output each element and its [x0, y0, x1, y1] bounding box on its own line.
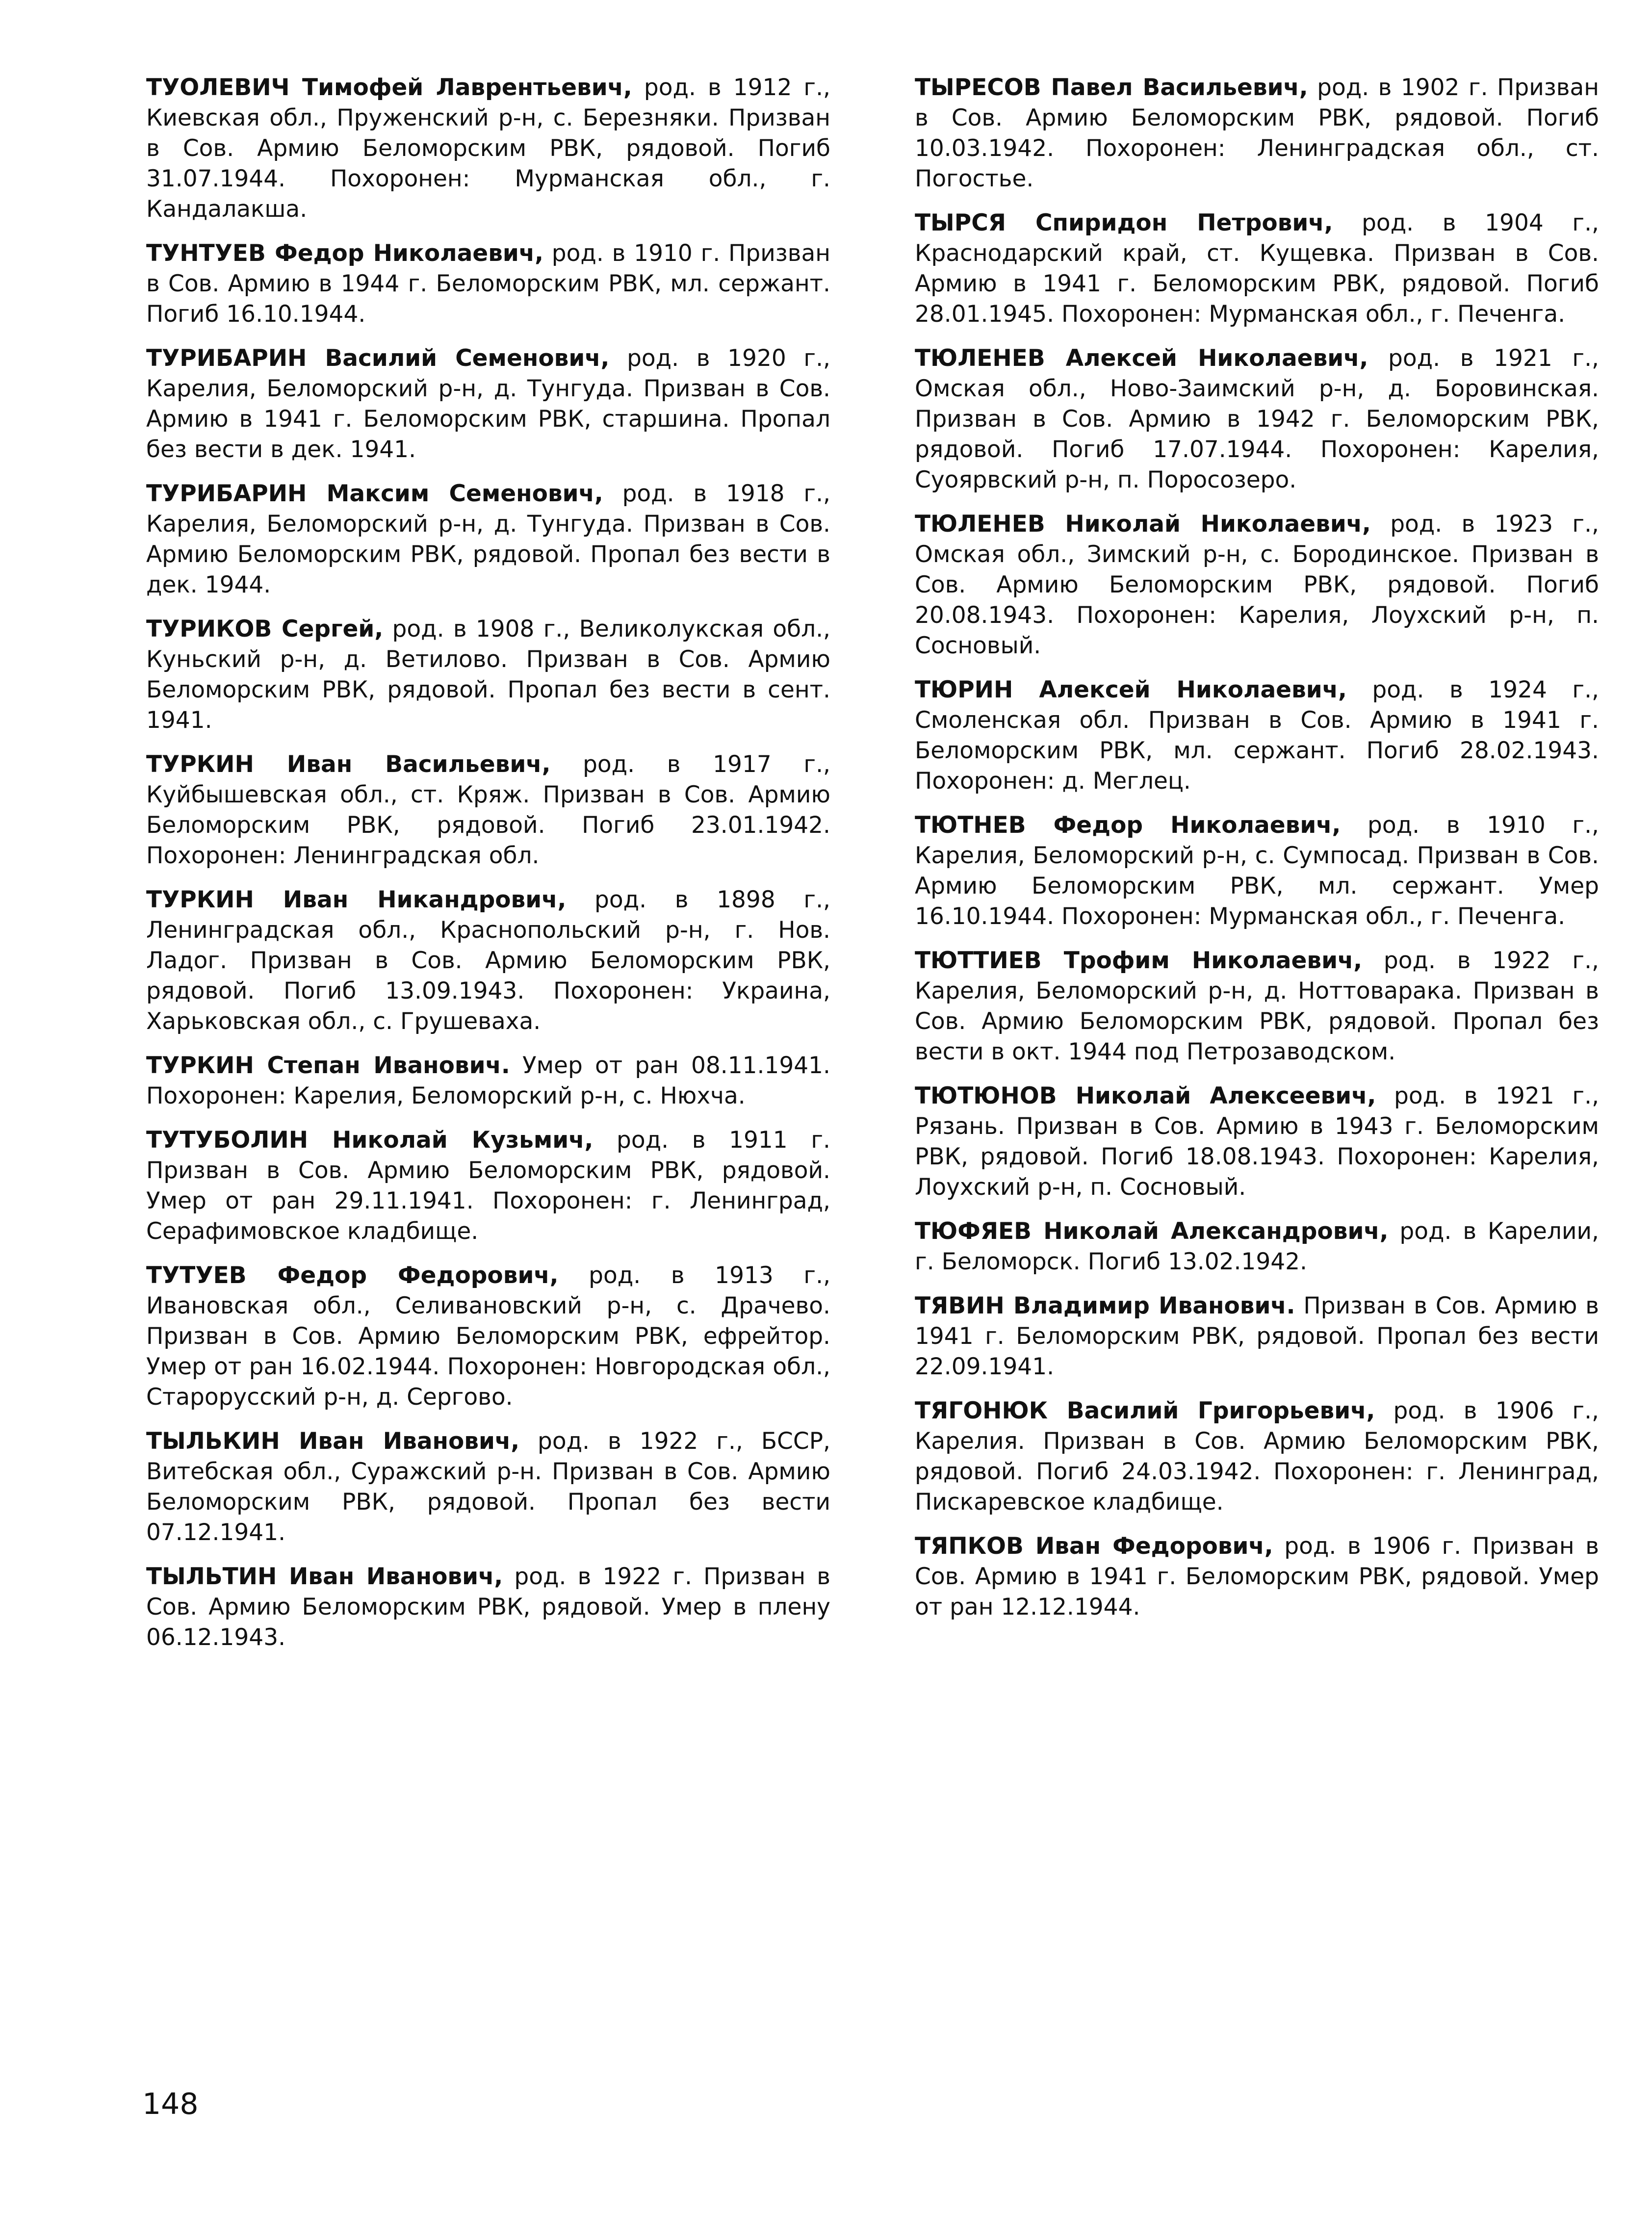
entry — [146, 749, 830, 871]
entry-text: род. в 1908 г., Великолукская обл., Куньский р-н, д. Ветилово. Призван в Сов. Армию Беломорским РВК, рядовой. Пропал без вести в сент. 1941. — [146, 616, 830, 734]
entry — [915, 946, 1599, 1067]
entry-text: род. в 1920 г., Карелия, Беломорский р-н, д. Тунгуда. Призван в Сов. Армию в 1941 г. Беломорским РВК, старшина. Пропал без вести в дек. 1941. — [146, 345, 830, 463]
entry-text: род. в 1924 г., Смоленская обл. Призван в Сов. Армию в 1941 г. Беломорским РВК, мл. сержант. Погиб 28.02.1943. Похоронен: д. Меглец. — [915, 676, 1599, 795]
entry-name: ТУНТУЕВ Федор Николаевич, — [146, 240, 543, 267]
entry-name: ТЮТЮНОВ Николай Алексеевич, — [915, 1082, 1376, 1109]
entry-name: ТУРИБАРИН Максим Семенович, — [146, 480, 603, 507]
entry — [915, 208, 1599, 330]
entry — [146, 885, 830, 1037]
left-column — [146, 73, 830, 1667]
entry-text: род. в 1911 г. Призван в Сов. Армию Беломорским РВК, рядовой. Умер от ран 29.11.1941. Похоронен: г. Ленинград, Серафимовское кладбище. — [146, 1127, 830, 1245]
entry-name: ТЮЛЕНЕВ Алексей Николаевич, — [915, 345, 1368, 372]
entry-text: род. в 1910 г. Призван в Сов. Армию в 1944 г. Беломорским РВК, мл. сержант. Погиб 16.10.1944. — [146, 240, 830, 328]
entry-name: ТЫЛЬТИН Иван Иванович, — [146, 1563, 503, 1590]
entry — [915, 1216, 1599, 1277]
entry-name: ТЯГОНЮК Василий Григорьевич, — [915, 1397, 1375, 1424]
entry-text: род. в 1922 г. Призван в Сов. Армию Беломорским РВК, рядовой. Умер в плену 06.12.1943. — [146, 1563, 830, 1651]
entry-text: род. в 1902 г. Призван в Сов. Армию Беломорским РВК, рядовой. Погиб 10.03.1942. Похоронен: Ленинградская обл., ст. Погостье. — [915, 74, 1599, 192]
entry — [146, 614, 830, 736]
entry-text: род. в 1906 г., Карелия. Призван в Сов. Армию Беломорским РВК, рядовой. Погиб 24.03.1942. Похоронен: г. Ленинград, Пискаревское кладбище. — [915, 1397, 1599, 1516]
entry-name: ТУРИКОВ Сергей, — [146, 616, 384, 643]
entry — [146, 73, 830, 225]
entry-text: род. в 1921 г., Омская обл., Ново-Заимский р-н, д. Боровинская. Призван в Сов. Армию в 1942 г. Беломорским РВК, рядовой. Погиб 17.07.1944. Похоронен: Карелия, Суоярвский р-н, п. Поросозеро. — [915, 345, 1599, 493]
entry-text: Призван в Сов. Армию в 1941 г. Беломорским РВК, рядовой. Пропал без вести 22.09.1941. — [915, 1292, 1599, 1380]
entry-name: ТЫЛЬКИН Иван Иванович, — [146, 1428, 520, 1455]
entry-name: ТЯПКОВ Иван Федорович, — [915, 1533, 1273, 1560]
entry-text: род. в 1910 г., Карелия, Беломорский р-н, с. Сумпосад. Призван в Сов. Армию Беломорским РВК, мл. сержант. Умер 16.10.1944. Похоронен: Мурманская обл., г. Печенга. — [915, 812, 1599, 930]
entry-text: род. в 1904 г., Краснодарский край, ст. Кущевка. Призван в Сов. Армию в 1941 г. Беломорским РВК, рядовой. Погиб 28.01.1945. Похоронен: Мурманская обл., г. Печенга. — [915, 209, 1599, 328]
entry — [915, 1531, 1599, 1622]
entry-name: ТЮРИН Алексей Николаевич, — [915, 676, 1347, 703]
entry — [915, 1291, 1599, 1382]
entry — [146, 1125, 830, 1247]
entry-name: ТЫРСЯ Спиридон Петрович, — [915, 209, 1333, 236]
entry-name: ТУТУБОЛИН Николай Кузьмич, — [146, 1127, 594, 1154]
entry — [146, 238, 830, 330]
entry-text: род. в 1913 г., Ивановская обл., Селивановский р-н, с. Драчево. Призван в Сов. Армию Беломорским РВК, ефрейтор. Умер от ран 16.02.1944. Похоронен: Новгородская обл., Старорусский р-н, д. Сергово. — [146, 1262, 831, 1411]
entry-text: род. в 1923 г., Омская обл., Зимский р-н, с. Бородинское. Призван в Сов. Армию Беломорским РВК, рядовой. Погиб 20.08.1943. Похоронен: Карелия, Лоухский р-н, п. Сосновый. — [915, 511, 1599, 659]
entry-text: род. в 1898 г., Ленинградская обл., Краснопольский р-н, г. Нов. Ладог. Призван в Сов. Армию Беломорским РВК, рядовой. Погиб 13.09.1943. Похоронен: Украина, Харьковская обл., с. Грушеваха. — [146, 886, 830, 1035]
entry-name: ТЮЛЕНЕВ Николай Николаевич, — [915, 511, 1371, 538]
entry-name: ТЮФЯЕВ Николай Александрович, — [915, 1218, 1389, 1245]
entry — [915, 810, 1599, 932]
entry-name: ТУРКИН Степан Иванович. — [146, 1052, 510, 1079]
entry — [146, 343, 830, 465]
entry — [915, 1081, 1599, 1203]
entry-name: ТУРИБАРИН Василий Семенович, — [146, 345, 610, 372]
entry-name: ТУРКИН Иван Никандрович, — [146, 886, 567, 913]
entry-text: род. в 1922 г., Карелия, Беломорский р-н, д. Ноттоварака. Призван в Сов. Армию Беломорским РВК, рядовой. Пропал без вести в окт. 1944 под Петрозаводском. — [915, 947, 1599, 1065]
entry — [915, 343, 1599, 495]
entry-name: ТУТУЕВ Федор Федорович, — [146, 1262, 559, 1289]
entry — [146, 1051, 830, 1111]
entry — [146, 1562, 830, 1653]
entry-text: род. в 1918 г., Карелия, Беломорский р-н, д. Тунгуда. Призван в Сов. Армию Беломорским РВК, рядовой. Пропал без вести в дек. 1944. — [146, 480, 830, 598]
entry — [915, 1396, 1599, 1518]
entry-name: ТЮТНЕВ Федор Николаевич, — [915, 812, 1341, 839]
entry-text: род. в 1921 г., Рязань. Призван в Сов. Армию в 1943 г. Беломорским РВК, рядовой. Погиб 18.08.1943. Похоронен: Карелия, Лоухский р-н, п. Сосновый. — [915, 1082, 1600, 1201]
entry-name: ТУОЛЕВИЧ Тимофей Лаврентьевич, — [146, 74, 632, 101]
right-column — [915, 73, 1599, 1636]
entry-text: род. в 1922 г., БССР, Витебская обл., Суражский р-н. Призван в Сов. Армию Беломорским РВК, рядовой. Пропал без вести 07.12.1941. — [146, 1428, 830, 1546]
entry — [146, 1261, 830, 1413]
entry — [146, 1426, 830, 1548]
page-number: 148 — [142, 2087, 199, 2121]
entry-name: ТУРКИН Иван Васильевич, — [146, 751, 551, 778]
entry — [146, 479, 830, 600]
entry — [915, 509, 1599, 661]
entry-text: род. в 1912 г., Киевская обл., Пруженский р-н, с. Березняки. Призван в Сов. Армию Беломорским РВК, рядовой. Погиб 31.07.1944. Похоронен: Мурманская обл., г. Кандалакша. — [146, 74, 830, 223]
entry — [915, 73, 1599, 194]
entry-name: ТЮТТИЕВ Трофим Николаевич, — [915, 947, 1363, 974]
entry — [915, 675, 1599, 797]
entry-text: род. в 1917 г., Куйбышевская обл., ст. Кряж. Призван в Сов. Армию Беломорским РВК, рядовой. Погиб 23.01.1942. Похоронен: Ленинградская обл. — [146, 751, 830, 869]
entry-name: ТЫРЕСОВ Павел Васильевич, — [915, 74, 1308, 101]
entry-text: род. в Карелии, г. Беломорск. Погиб 13.02.1942. — [915, 1218, 1599, 1275]
entry-text: Умер от ран 08.11.1941. Похоронен: Карелия, Беломорский р-н, с. Нюхча. — [146, 1052, 830, 1109]
entry-text: род. в 1906 г. Призван в Сов. Армию в 1941 г. Беломорским РВК, рядовой. Умер от ран 12.12.1944. — [915, 1533, 1599, 1621]
entry-name: ТЯВИН Владимир Иванович. — [915, 1292, 1295, 1319]
